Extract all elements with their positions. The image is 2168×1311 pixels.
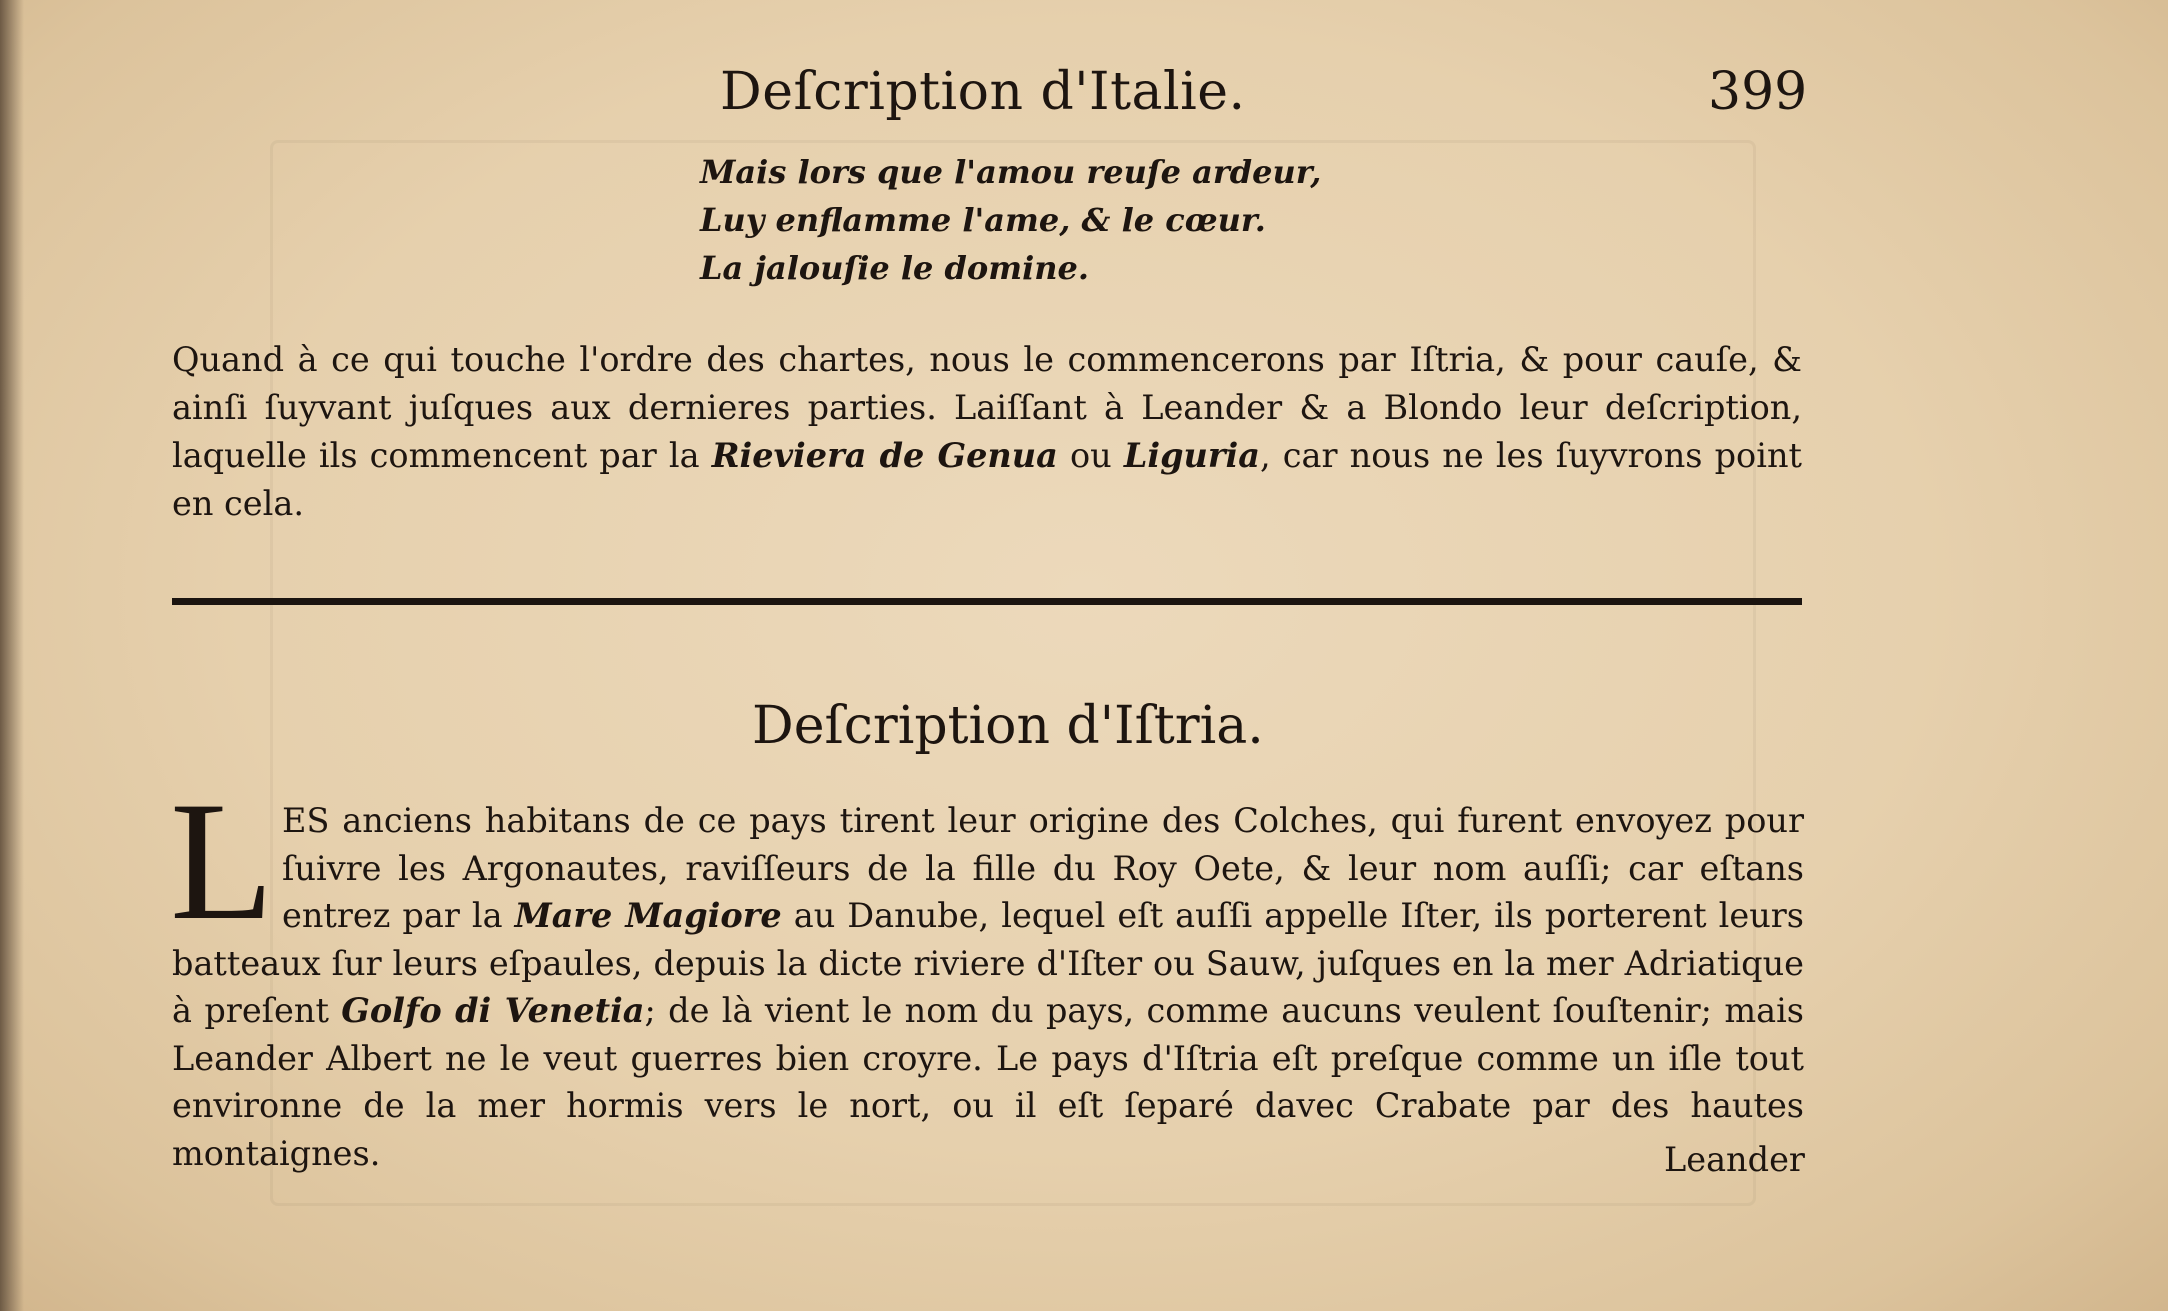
verse-line: La jalouſie le domine. bbox=[700, 249, 1090, 287]
drop-cap: L bbox=[170, 767, 274, 955]
catchword: Leander bbox=[1664, 1140, 1805, 1179]
body-italic-place: Mare Magiore bbox=[514, 896, 782, 935]
verse-line: Luy enflamme l'ame, & le cœur. bbox=[700, 201, 1266, 239]
section-body bbox=[172, 797, 1804, 1177]
verse-block bbox=[700, 148, 1321, 292]
intro-text: ou bbox=[1057, 436, 1124, 475]
body-text: ES anciens habitans de ce pays tirent leur origine des Colches, qui furent envoyez pour ſuivre les Argonautes, raviſſeurs de la fille du Roy Oete, & leur nom auſſi; car eſtans entrez par la bbox=[282, 801, 1804, 935]
intro-text: , car nous ne les ſuyvrons point en cela. bbox=[172, 436, 1802, 523]
verse-line: Mais lors que l'amou reuſe ardeur, bbox=[700, 153, 1322, 191]
page-number: 399 bbox=[1708, 62, 1808, 122]
intro-paragraph bbox=[172, 336, 1802, 528]
section-heading: Deſcription d'Iſtria. bbox=[752, 696, 1264, 756]
section-divider bbox=[172, 598, 1802, 605]
body-italic-place: Golfo di Venetia bbox=[341, 991, 645, 1030]
body-text: au Danube, lequel eſt auſſi appelle Iſter, ils porterent leurs batteaux ſur leurs eſpaules, depuis la dicte riviere d'Iſter ou Sauw, juſques en la mer Adriatique à preſent bbox=[172, 896, 1804, 1030]
body-text: ; de là vient le nom du pays, comme aucuns veulent ſouſtenir; mais Leander Albert ne le veut guerres bien croyre. Le pays d'Iſtria eſt preſque comme un iſle tout environne de la mer hormis vers le nort, ou il eſt ſeparé davec Crabate par des hautes montaignes. bbox=[172, 991, 1804, 1173]
intro-italic-place: Rieviera de Genua bbox=[711, 436, 1058, 475]
intro-italic-place: Liguria bbox=[1123, 436, 1260, 475]
intro-text: Quand à ce qui touche l'ordre des chartes, nous le commencerons par Iſtria, & pour cauſe, & ainſi ſuyvant juſques aux dernieres parties. Laiſſant à Leander & a Blondo leur deſcription, laquelle ils commencent par la bbox=[172, 340, 1802, 475]
running-title: Deſcription d'Italie. bbox=[720, 62, 1246, 122]
